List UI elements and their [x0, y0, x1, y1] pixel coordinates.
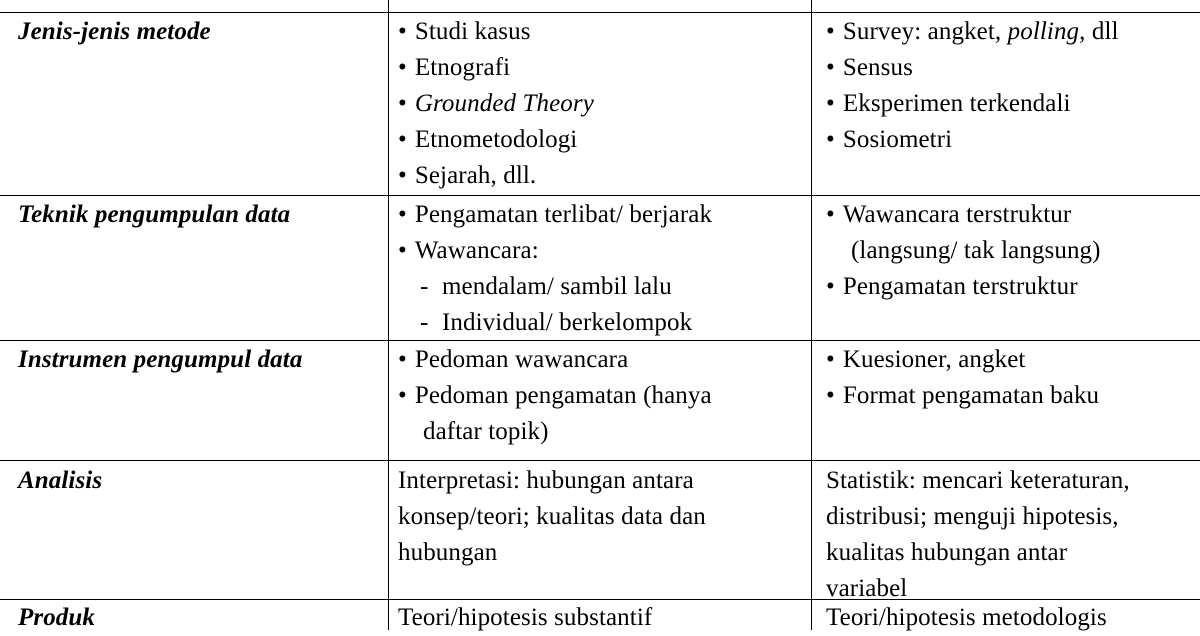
- list-item: • Sosiometri: [826, 126, 953, 153]
- grid-line: [388, 0, 389, 630]
- list-item: • Survey: angket, polling, dll: [826, 18, 1119, 45]
- row-header-analisis: Analisis: [18, 467, 103, 494]
- list-item: • Eksperimen terkendali: [826, 90, 1071, 117]
- list-item: • Grounded Theory: [398, 90, 594, 117]
- list-item: • Studi kasus: [398, 18, 531, 45]
- list-item-continuation: (langsung/ tak langsung): [851, 237, 1101, 264]
- grid-line: [0, 460, 1200, 461]
- list-item: • Kuesioner, angket: [826, 346, 1026, 373]
- row-header-instrumen: Instrumen pengumpul data: [18, 346, 303, 373]
- list-item: • Wawancara:: [398, 237, 539, 264]
- row4-col3-text: Statistik: mencari keteraturan, distribusi; menguji hipotesis, kualitas hubungan antar variabel: [826, 467, 1130, 602]
- list-item: • Pengamatan terstruktur: [826, 273, 1078, 300]
- sub-list-item: - mendalam/ sambil lalu: [420, 273, 672, 300]
- list-item: • Pengamatan terlibat/ berjarak: [398, 201, 713, 228]
- row-header-produk: Produk: [18, 604, 96, 631]
- row3-col2-list: [398, 342, 712, 450]
- row2-col2-list: [398, 197, 712, 341]
- list-item: • Sensus: [826, 54, 913, 81]
- list-item: • Pedoman pengamatan (hanya: [398, 382, 712, 409]
- row5-col3-text: Teori/hipotesis metodologis: [826, 604, 1107, 631]
- row2-col3-list: [826, 197, 1101, 305]
- grid-line: [811, 0, 812, 630]
- row1-col2-list: [398, 14, 594, 194]
- row-header-jenis-metode: Jenis-jenis metode: [18, 18, 211, 45]
- list-item: • Etnometodologi: [398, 126, 578, 153]
- list-item: • Pedoman wawancara: [398, 346, 629, 373]
- row-header-teknik-pengumpulan: Teknik pengumpulan data: [18, 201, 291, 228]
- list-item: • Wawancara terstruktur: [826, 201, 1072, 228]
- list-item-continuation: daftar topik): [423, 418, 549, 445]
- list-item: • Etnografi: [398, 54, 511, 81]
- grid-line: [0, 195, 1200, 196]
- row1-col3-list: [826, 14, 1119, 158]
- row5-col2-text: Teori/hipotesis substantif: [398, 604, 653, 631]
- list-item: • Format pengamatan baku: [826, 382, 1100, 409]
- row3-col3-list: [826, 342, 1099, 414]
- grid-line: [0, 12, 1200, 13]
- list-item: • Sejarah, dll.: [398, 162, 537, 189]
- sub-list-item: - Individual/ berkelompok: [420, 309, 693, 336]
- row4-col2-text: Interpretasi: hubungan antara konsep/teori; kualitas data dan hubungan: [398, 467, 706, 566]
